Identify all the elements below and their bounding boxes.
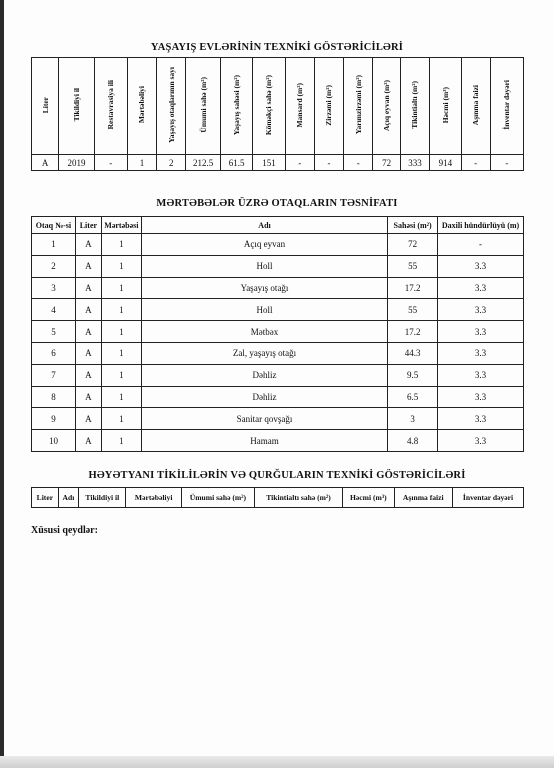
cell: 44.3: [388, 342, 438, 364]
table-row: [32, 342, 524, 364]
cell: 4.8: [388, 430, 438, 452]
cell: 914: [430, 155, 461, 171]
cell: A: [75, 234, 101, 256]
cell: -: [344, 155, 373, 171]
cell: A: [75, 430, 101, 452]
cell: -: [94, 155, 127, 171]
special-notes-label: Xüsusi qeydlər:: [31, 525, 98, 536]
cell: Holl: [141, 255, 387, 277]
cell: 1: [101, 255, 141, 277]
header-cell: Aşınma faizi: [394, 488, 453, 508]
cell: A: [75, 277, 101, 299]
cell: Açıq eyvan: [141, 234, 387, 256]
cell: A: [75, 321, 101, 343]
cell: 1: [101, 386, 141, 408]
header-cell: Həcmi (m³): [343, 488, 394, 508]
cell: A: [32, 155, 59, 171]
page-edge-shadow: [0, 0, 4, 768]
cell: 7: [32, 364, 76, 386]
cell: 2019: [59, 155, 94, 171]
cell: 2: [32, 255, 76, 277]
cell: 55: [388, 255, 438, 277]
header-cell: Mərtəbəliyi: [126, 488, 181, 508]
header-cell: Restavrasiya ili: [94, 58, 127, 155]
cell: 1: [101, 321, 141, 343]
header-cell: Liter: [32, 58, 59, 155]
cell: 1: [32, 234, 76, 256]
cell: 1: [101, 408, 141, 430]
table-row: [32, 277, 524, 299]
cell: 1: [101, 430, 141, 452]
section2-title: MƏRTƏBƏLƏR ÜZRƏ OTAQLARIN TƏSNİFATI: [156, 198, 398, 209]
header-cell: Adı: [58, 488, 79, 508]
header-cell: Köməkçi sahə (m²): [253, 58, 285, 155]
table-row: [32, 430, 524, 452]
header-cell: Otaq №-si: [32, 217, 76, 234]
cell: -: [461, 155, 490, 171]
header-cell: Liter: [32, 488, 59, 508]
cell: 1: [101, 364, 141, 386]
cell: 5: [32, 321, 76, 343]
table-row: [32, 386, 524, 408]
cell: 3: [32, 277, 76, 299]
cell: -: [490, 155, 523, 171]
header-cell: Mərtəbəliyi: [127, 58, 156, 155]
cell: A: [75, 408, 101, 430]
cell: 1: [101, 299, 141, 321]
cell: 3.3: [438, 321, 524, 343]
header-cell: Mərtəbəsi: [101, 217, 141, 234]
cell: 333: [400, 155, 429, 171]
cell: 8: [32, 386, 76, 408]
header-cell: Ümumi sahə (m²): [181, 488, 254, 508]
cell: A: [75, 342, 101, 364]
cell: -: [285, 155, 314, 171]
cell: 72: [373, 155, 400, 171]
cell: 3.3: [438, 342, 524, 364]
header-cell: Adı: [141, 217, 387, 234]
cell: 3.3: [438, 255, 524, 277]
cell: 1: [101, 277, 141, 299]
table-row: [32, 364, 524, 386]
header-cell: Aşınma faizi: [461, 58, 490, 155]
cell: 3.3: [438, 386, 524, 408]
header-cell: Həcmi (m³): [430, 58, 461, 155]
cell: A: [75, 364, 101, 386]
cell: Dəhliz: [141, 364, 387, 386]
section3-title: HƏYƏTYANI TİKİLİLƏRİN VƏ QURĞULARIN TEXNİKİ GÖSTƏRİCİLƏRİ: [88, 470, 466, 481]
cell: 72: [388, 234, 438, 256]
table-row: [32, 408, 524, 430]
header-cell: Tikintialtı (m²): [400, 58, 429, 155]
page-bottom-edge: [0, 756, 554, 768]
cell: 3.3: [438, 277, 524, 299]
header-cell: İnventar dəyəri: [453, 488, 524, 508]
header-cell: Tikildiyi il: [59, 58, 94, 155]
cell: Yaşayış otağı: [141, 277, 387, 299]
header-cell: Yarımzirzəmi (m²): [344, 58, 373, 155]
cell: 3.3: [438, 299, 524, 321]
cell: 1: [127, 155, 156, 171]
header-cell: Zirzəmi (m²): [314, 58, 343, 155]
table-row: [32, 155, 524, 171]
rooms-classification-table: [31, 216, 524, 452]
cell: A: [75, 299, 101, 321]
cell: 9.5: [388, 364, 438, 386]
table-row: [32, 234, 524, 256]
cell: 6.5: [388, 386, 438, 408]
cell: -: [314, 155, 343, 171]
cell: Mətbəx: [141, 321, 387, 343]
table-header-row: [32, 58, 524, 155]
table-row: [32, 321, 524, 343]
table-row: [32, 299, 524, 321]
cell: -: [438, 234, 524, 256]
cell: 2: [157, 155, 186, 171]
table-row: [32, 255, 524, 277]
section1-title: YAŞAYIŞ EVLƏRİNİN TEXNİKİ GÖSTƏRİCİLƏRİ: [150, 42, 404, 53]
cell: A: [75, 255, 101, 277]
cell: 10: [32, 430, 76, 452]
table-header-row: [32, 488, 524, 508]
cell: 9: [32, 408, 76, 430]
cell: 17.2: [388, 277, 438, 299]
header-cell: Daxili hündürlüyü (m): [438, 217, 524, 234]
cell: 4: [32, 299, 76, 321]
cell: Zal, yaşayış otağı: [141, 342, 387, 364]
cell: 61.5: [220, 155, 252, 171]
header-cell: Yaşayış otaqlarının sayı: [157, 58, 186, 155]
cell: Sanitar qovşağı: [141, 408, 387, 430]
header-cell: Mansard (m²): [285, 58, 314, 155]
header-cell: Yaşayış sahəsi (m²): [220, 58, 252, 155]
table-header-row: [32, 217, 524, 234]
residential-technical-table: [31, 57, 524, 171]
cell: 3: [388, 408, 438, 430]
cell: 212.5: [186, 155, 221, 171]
cell: 3.3: [438, 364, 524, 386]
header-cell: Sahəsi (m²): [388, 217, 438, 234]
header-cell: Ümumi sahə (m²): [186, 58, 221, 155]
cell: A: [75, 386, 101, 408]
cell: 17.2: [388, 321, 438, 343]
cell: 1: [101, 234, 141, 256]
header-cell: Tikintialtı sahə (m²): [254, 488, 342, 508]
cell: 151: [253, 155, 285, 171]
cell: Hamam: [141, 430, 387, 452]
cell: Holl: [141, 299, 387, 321]
cell: 3.3: [438, 408, 524, 430]
cell: 55: [388, 299, 438, 321]
header-cell: Açıq eyvan (m²): [373, 58, 400, 155]
cell: Dəhliz: [141, 386, 387, 408]
yard-buildings-table: [31, 487, 524, 508]
header-cell: Tikildiyi il: [79, 488, 126, 508]
cell: 3.3: [438, 430, 524, 452]
header-cell: Liter: [75, 217, 101, 234]
cell: 1: [101, 342, 141, 364]
header-cell: İnventar dəyəri: [490, 58, 523, 155]
cell: 6: [32, 342, 76, 364]
